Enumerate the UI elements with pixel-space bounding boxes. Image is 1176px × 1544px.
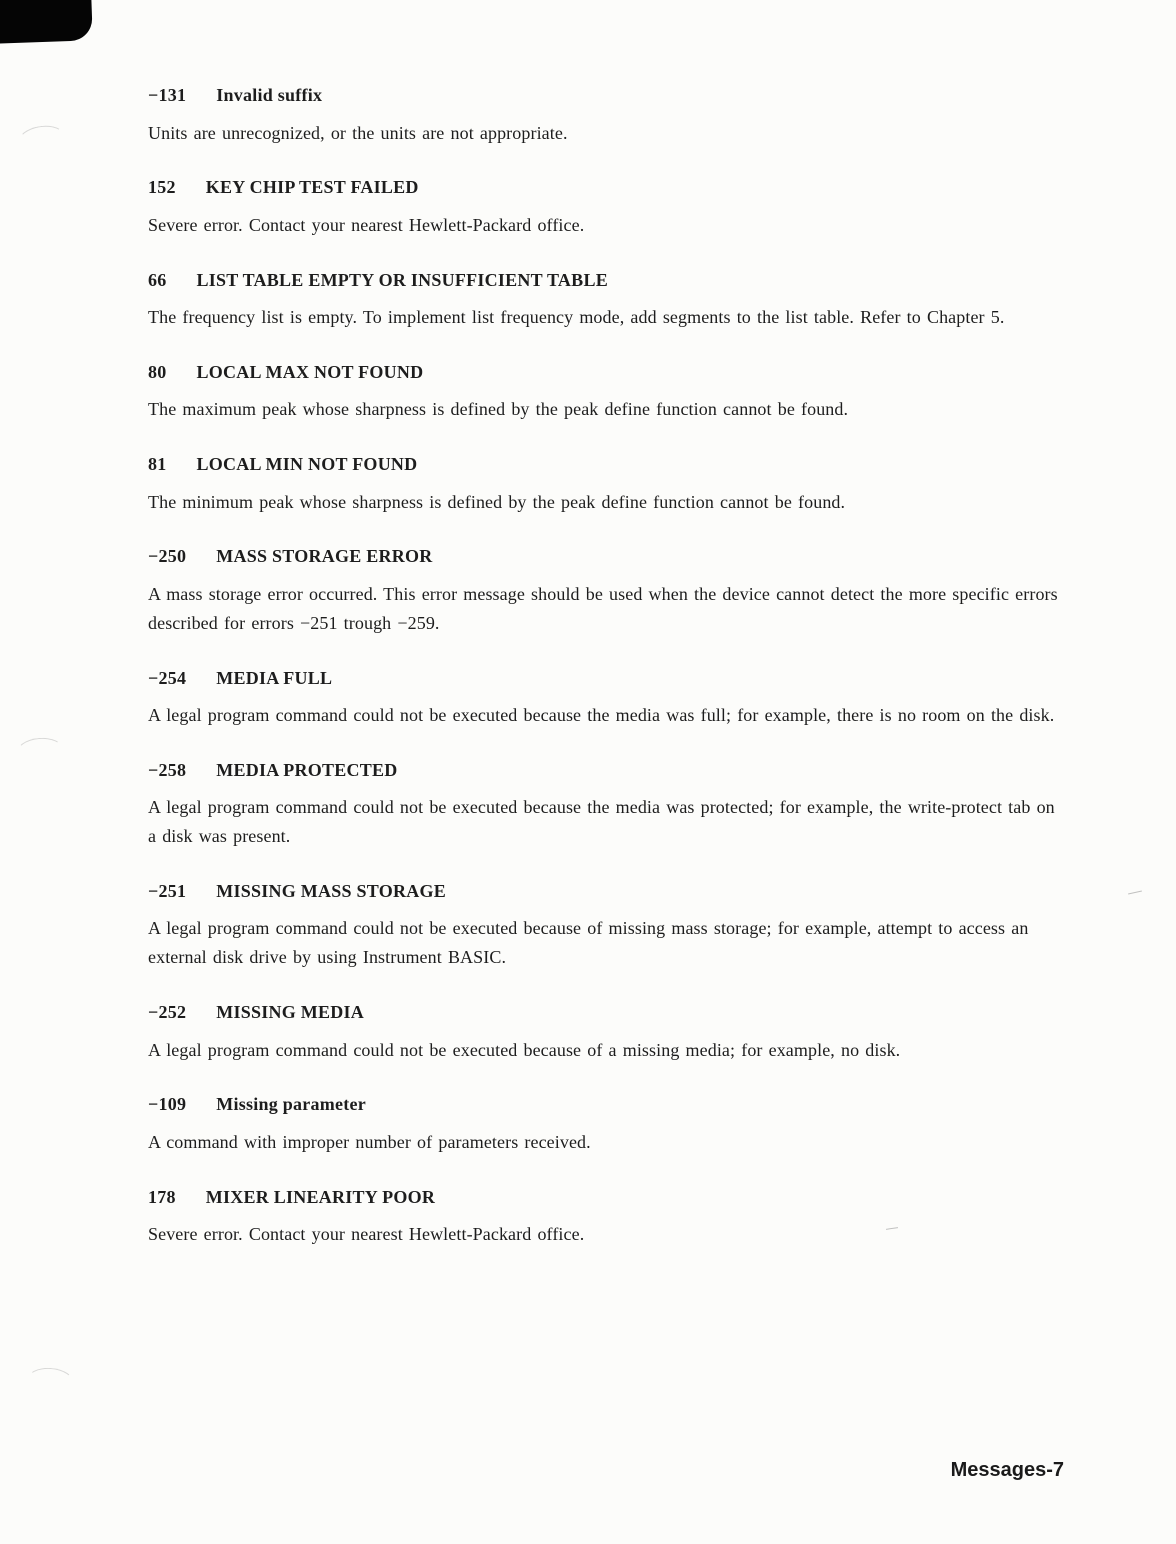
error-entry	[148, 759, 1060, 851]
error-code: 80	[148, 361, 167, 382]
error-heading	[148, 1001, 1060, 1024]
error-code: −252	[148, 1002, 187, 1023]
error-title: KEY CHIP TEST FAILED	[205, 177, 419, 198]
error-description: A legal program command could not be executed because of missing mass storage; for example, attempt to access an external disk drive by using Instrument BASIC.	[148, 918, 1029, 968]
error-code: 66	[148, 269, 167, 290]
error-code: 81	[148, 454, 167, 475]
entries-container	[148, 84, 1060, 1249]
error-description: Severe error. Contact your nearest Hewlett-Packard office.	[148, 1224, 585, 1245]
error-heading	[148, 1186, 1060, 1209]
error-entry	[148, 667, 1060, 730]
error-description: The minimum peak whose sharpness is defined by the peak define function cannot be found.	[148, 491, 846, 512]
scan-mark	[1128, 891, 1142, 895]
error-heading	[148, 759, 1060, 782]
error-heading	[148, 361, 1060, 384]
error-entry	[148, 880, 1060, 972]
error-code: −251	[148, 880, 187, 901]
scan-smudge	[16, 123, 67, 157]
error-title: MISSING MEDIA	[216, 1002, 365, 1023]
error-description: A legal program command could not be executed because the media was protected; for example, the write-protect tab on a disk was present.	[148, 797, 1055, 847]
error-title: MASS STORAGE ERROR	[216, 546, 433, 567]
error-entry	[148, 176, 1060, 239]
error-title: LOCAL MIN NOT FOUND	[196, 454, 418, 475]
error-heading	[148, 545, 1060, 568]
error-heading	[148, 84, 1060, 107]
error-entry	[148, 1186, 1060, 1249]
error-entry	[148, 361, 1060, 424]
error-code: 178	[148, 1186, 176, 1207]
error-code: 152	[148, 177, 176, 198]
page-footer-label: Messages-7	[950, 1459, 1064, 1481]
error-message-list	[148, 84, 1060, 1249]
error-heading	[148, 1093, 1060, 1116]
error-title: MIXER LINEARITY POOR	[205, 1186, 436, 1207]
error-title: MEDIA PROTECTED	[216, 759, 398, 780]
error-title: MISSING MASS STORAGE	[216, 880, 446, 901]
error-description: Severe error. Contact your nearest Hewlett-Packard office.	[148, 214, 585, 235]
error-heading	[148, 176, 1060, 199]
error-description: The maximum peak whose sharpness is defined by the peak define function cannot be found.	[148, 399, 849, 420]
error-description: A legal program command could not be executed because of a missing media; for example, no disk.	[148, 1039, 901, 1060]
error-description: A legal program command could not be executed because the media was full; for example, there is no room on the disk.	[148, 705, 1055, 726]
error-entry	[148, 545, 1060, 637]
error-code: −254	[148, 667, 187, 688]
error-entry	[148, 84, 1060, 147]
error-description: A mass storage error occurred. This error message should be used when the device cannot detect the more specific errors described for errors −251 trough −259.	[148, 583, 1058, 633]
error-heading	[148, 453, 1060, 476]
error-description: Units are unrecognized, or the units are not appropriate.	[148, 122, 568, 143]
error-entry	[148, 1001, 1060, 1064]
error-title: Invalid suffix	[216, 85, 323, 105]
error-heading	[148, 269, 1060, 292]
error-heading	[148, 667, 1060, 690]
error-code: −258	[148, 759, 187, 780]
scan-smudge	[25, 1366, 75, 1397]
error-heading	[148, 880, 1060, 903]
error-title: LOCAL MAX NOT FOUND	[196, 361, 424, 382]
error-entry	[148, 1093, 1060, 1156]
error-code: −131	[148, 85, 187, 105]
scan-smudge	[15, 736, 65, 768]
error-title: LIST TABLE EMPTY OR INSUFFICIENT TABLE	[196, 269, 608, 290]
error-description: The frequency list is empty. To implement list frequency mode, add segments to the list table. Refer to Chapter 5.	[148, 307, 1005, 328]
error-code: −109	[148, 1094, 187, 1115]
error-entry	[148, 269, 1060, 332]
error-description: A command with improper number of parameters received.	[148, 1131, 591, 1152]
error-title: Missing parameter	[216, 1094, 366, 1115]
error-title: MEDIA FULL	[216, 667, 333, 688]
error-entry	[148, 453, 1060, 516]
error-code: −250	[148, 546, 187, 567]
scan-artifact-corner	[0, 0, 93, 44]
